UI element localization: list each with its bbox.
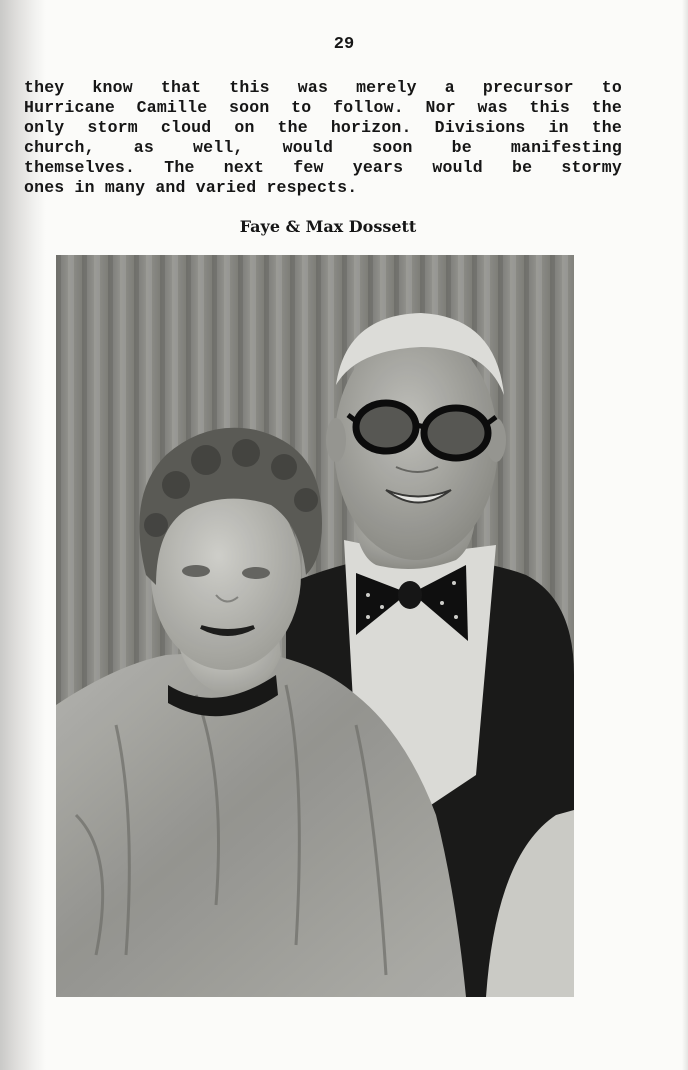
- page-edge-shadow: [682, 0, 688, 1070]
- body-paragraph: [24, 78, 622, 198]
- photo-caption: Faye & Max Dossett: [239, 217, 417, 236]
- paragraph-line: themselves. The next few years would be stormy: [24, 158, 622, 177]
- paragraph-line: only storm cloud on the horizon. Divisions in the: [24, 118, 622, 137]
- paragraph-line: ones in many and varied respects.: [24, 178, 358, 197]
- paragraph-line: church, as well, would soon be manifesting: [24, 138, 622, 157]
- page-number: 29: [333, 35, 355, 54]
- paragraph-line: they know that this was merely a precursor to: [24, 78, 622, 97]
- portrait-photo-illustration: [56, 255, 574, 997]
- paragraph-line: Hurricane Camille soon to follow. Nor was this the: [24, 98, 622, 117]
- portrait-photo: [56, 255, 574, 997]
